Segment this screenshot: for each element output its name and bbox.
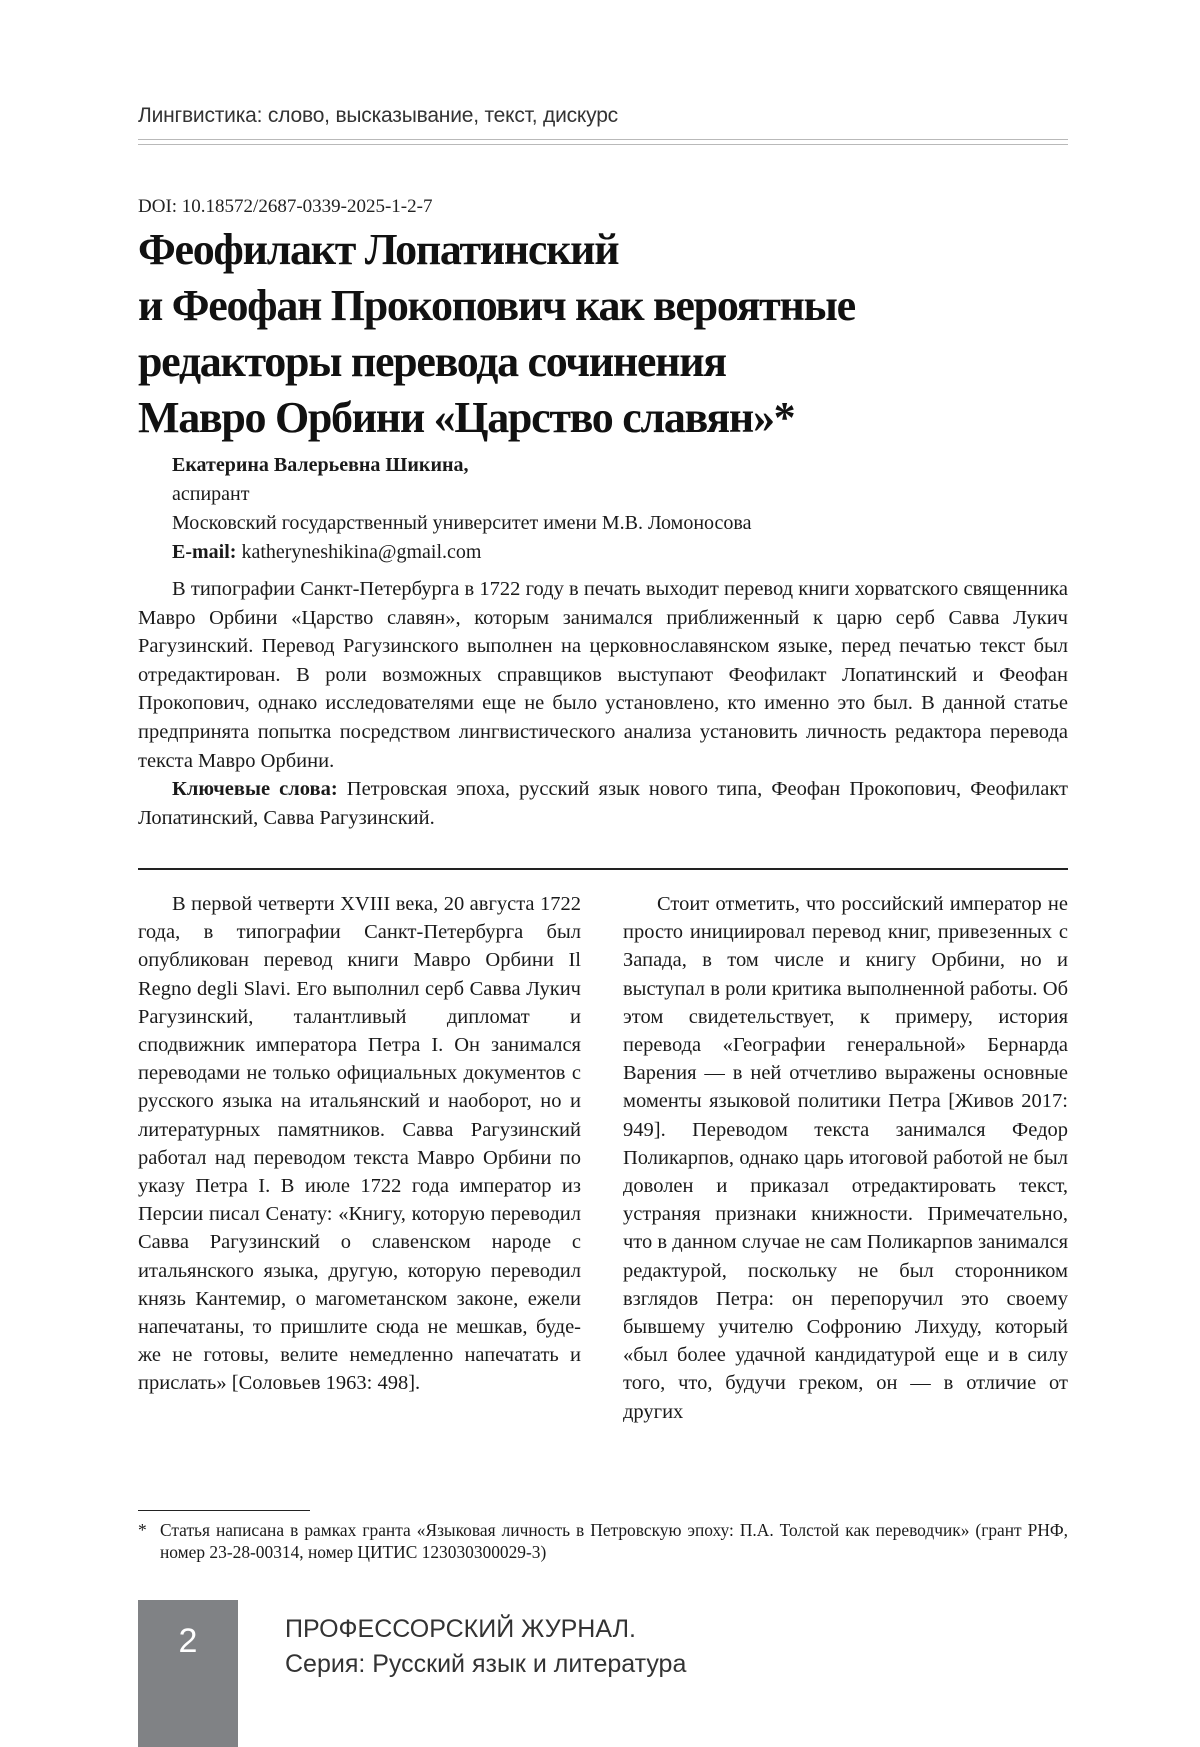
journal-name bbox=[285, 1612, 686, 1682]
footnote-mark: * bbox=[138, 1520, 147, 1540]
title-line: редакторы перевода сочинения bbox=[138, 337, 726, 386]
article-title bbox=[138, 222, 1038, 446]
body-column-right bbox=[623, 890, 1068, 1426]
email-label: E-mail: bbox=[172, 541, 237, 563]
page-number-tab bbox=[138, 1600, 238, 1747]
body-paragraph: В первой четверти XVIII века, 20 августа 1722 года, в типографии Санкт-Петербурга был опубликован перевод книги Мавро Орбини Il Regno degli Slavi. Его выполнил серб Савва Лукич Рагузинский, талантливый дипломат и сподвижник императора Петра I. Он занимался переводами не только официальных документов с русского языка на итальянский и наоборот, но и литературных памятников. Савва Рагузинский работал над переводом текста Мавро Орбини по указу Петра I. В июле 1722 года император из Персии писал Сенату: «Книгу, которую переводил Савва Рагузинский о славенском народе с итальянского языка, другую, которую переводил князь Кантемир, о магометанском законе, ежели напечатаны, то пришлите сюда не мешкав, буде-же не готовы, велите немедленно напечатать и прислать» [Соловьев 1963: 498]. bbox=[138, 893, 581, 1395]
author-affiliation: Московский государственный университет имени М.В. Ломоносова bbox=[172, 512, 752, 534]
author-position: аспирант bbox=[172, 483, 250, 505]
abstract bbox=[138, 575, 1068, 832]
abstract-divider bbox=[138, 868, 1068, 870]
body-column-left bbox=[138, 890, 581, 1398]
author-info bbox=[172, 451, 751, 567]
author-name: Екатерина Валерьевна Шикина, bbox=[172, 454, 469, 476]
footnote-text: Статья написана в рамках гранта «Языковая личность в Петровскую эпоху: П.А. Толстой как переводчик» (грант РНФ, номер 23-28-00314, номер ЦИТИС 123030300029-3) bbox=[160, 1520, 1068, 1562]
author-email[interactable]: katheryneshikina@gmail.com bbox=[241, 541, 482, 563]
body-paragraph: Стоит отметить, что российский император не просто инициировал перевод книг, привезенных с Запада, в том числе и книгу Орбини, но и выступал в роли критика выполненной работы. Об этом свидетельствует, к примеру, история перевода «Географии генеральной» Бернарда Варения — в ней отчетливо выражены основные моменты языковой политики Петра [Живов 2017: 949]. Переводом текста занимался Федор Поликарпов, однако царь итоговой работой не был доволен и приказал отредактировать текст, устраняя признаки книжности. Примечательно, что в данном случае не сам Поликарпов занимался редактурой, поскольку не был сторонником взглядов Петра: он перепоручил это своему бывшему учителю Софронию Лихуду, который «был более удачной кандидатурой еще и в силу того, что, будучи греком, он — в отличие от других bbox=[623, 893, 1068, 1423]
footnote-divider bbox=[138, 1510, 310, 1511]
page-number: 2 bbox=[178, 1622, 198, 1660]
title-line: Феофилакт Лопатинский bbox=[138, 225, 619, 274]
doi: DOI: 10.18572/2687-0339-2025-1-2-7 bbox=[138, 196, 433, 217]
abstract-text: В типографии Санкт-Петербурга в 1722 году в печать выходит перевод книги хорватского священника Мавро Орбини «Царство славян», которым занимался приближенный к царю серб Савва Лукич Рагузинский. Перевод Рагузинского выполнен на церковнославянском языке, перед печатью текст был отредактирован. В роли возможных справщиков выступают Феофилакт Лопатинский и Феофан Прокопович, однако исследователями еще не было установлено, кто именно это был. В данной статье предпринята попытка посредством лингвистического анализа установить личность редактора перевода текста Мавро Орбини. bbox=[138, 578, 1068, 772]
title-line: Мавро Орбини «Царство славян»* bbox=[138, 393, 795, 442]
header-divider bbox=[138, 139, 1068, 145]
author-email-line bbox=[172, 538, 751, 567]
keywords bbox=[138, 775, 1068, 832]
running-header: Лингвистика: слово, высказывание, текст, дискурс bbox=[138, 104, 618, 127]
journal-title: ПРОФЕССОРСКИЙ ЖУРНАЛ. bbox=[285, 1615, 636, 1643]
journal-series: Серия: Русский язык и литература bbox=[285, 1650, 687, 1678]
title-line: и Феофан Прокопович как вероятные bbox=[138, 281, 855, 330]
keywords-label: Ключевые слова: bbox=[172, 778, 338, 801]
footnote bbox=[138, 1519, 1068, 1563]
keywords-text: Петровская эпоха, русский язык нового типа, Феофан Прокопович, Феофилакт Лопатинский, Савва Рагузинский. bbox=[138, 778, 1068, 829]
